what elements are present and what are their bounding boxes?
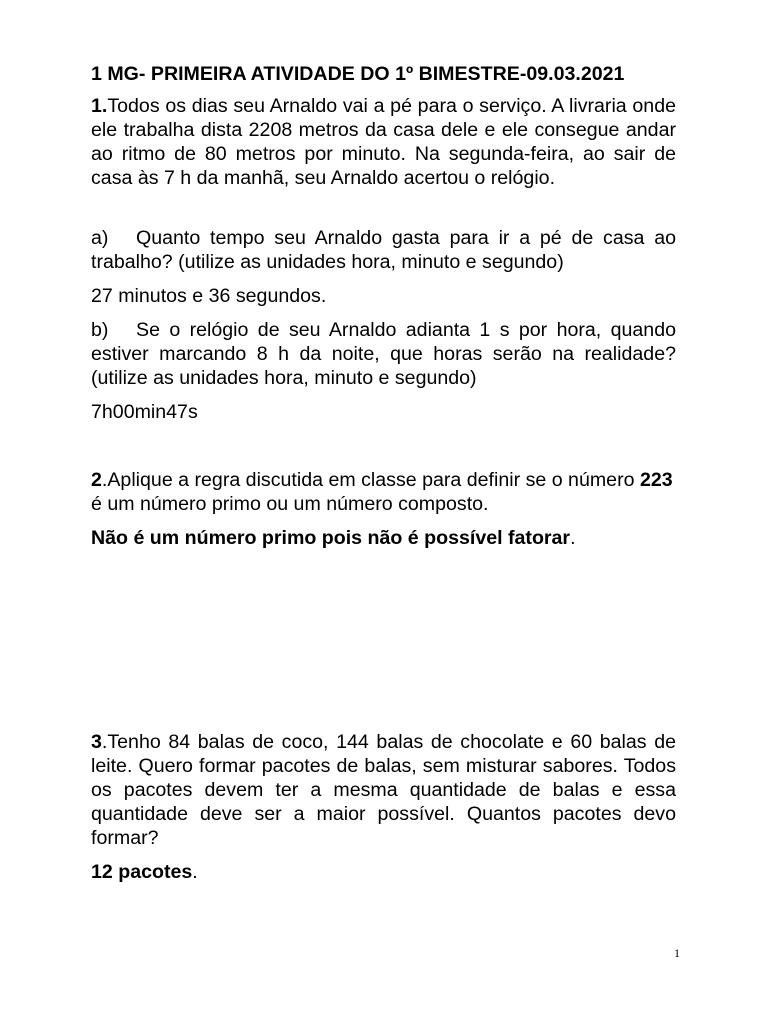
question-3-answer-text: 12 pacotes xyxy=(91,861,193,883)
question-2-bold-number: 223 xyxy=(639,469,673,491)
question-2-answer-text: Não é um número primo pois não é possível fatorar xyxy=(91,527,571,549)
question-3-number: 3 xyxy=(91,731,102,753)
document-title: 1 MG- PRIMEIRA ATIVIDADE DO 1º BIMESTRE-09.03.2021 xyxy=(91,63,625,85)
question-1a-answer: 27 minutos e 36 segundos. xyxy=(91,285,327,307)
question-1b-label: b) xyxy=(91,319,109,341)
question-1-number: 1. xyxy=(91,95,108,117)
question-2-text-after: é um número primo ou um número composto. xyxy=(91,493,489,515)
question-3-answer-end: . xyxy=(192,861,198,883)
question-3-answer xyxy=(91,860,676,884)
question-2-statement xyxy=(91,468,676,516)
question-1b xyxy=(91,318,676,390)
question-1-statement xyxy=(91,94,676,190)
question-1-text: Todos os dias seu Arnaldo vai a pé para o serviço. A livraria onde ele trabalha dista 2208 metros da casa dele e ele consegue andar ao ritmo de 80 metros por minuto. Na segunda-feira, ao sair de casa às 7 h da manhã, seu Arnaldo acertou o relógio. xyxy=(91,95,676,189)
question-1a-text: Quanto tempo seu Arnaldo gasta para ir a pé de casa ao trabalho? (utilize as unidades hora, minuto e segundo) xyxy=(91,227,676,273)
question-2-answer xyxy=(91,526,676,550)
question-3-statement xyxy=(91,730,676,850)
question-2-number: 2 xyxy=(91,469,102,491)
question-2-answer-end: . xyxy=(570,527,576,549)
question-3-text: .Tenho 84 balas de coco, 144 balas de chocolate e 60 balas de leite. Quero formar pacotes de balas, sem misturar sabores. Todos os pacotes devem ter a mesma quantidade de balas e essa quantidade deve ser a maior possível. Quantos pacotes devo formar? xyxy=(91,731,676,849)
question-1b-answer: 7h00min47s xyxy=(91,401,198,423)
question-1b-text: Se o relógio de seu Arnaldo adianta 1 s por hora, quando estiver marcando 8 h da noite, que horas serão na realidade? (utilize as unidades hora, minuto e segundo) xyxy=(91,319,676,389)
question-2-text-before: .Aplique a regra discutida em classe para definir se o número xyxy=(101,469,640,491)
question-1a-label: a) xyxy=(91,227,109,249)
page-number: 1 xyxy=(674,946,680,960)
question-1a xyxy=(91,226,676,274)
